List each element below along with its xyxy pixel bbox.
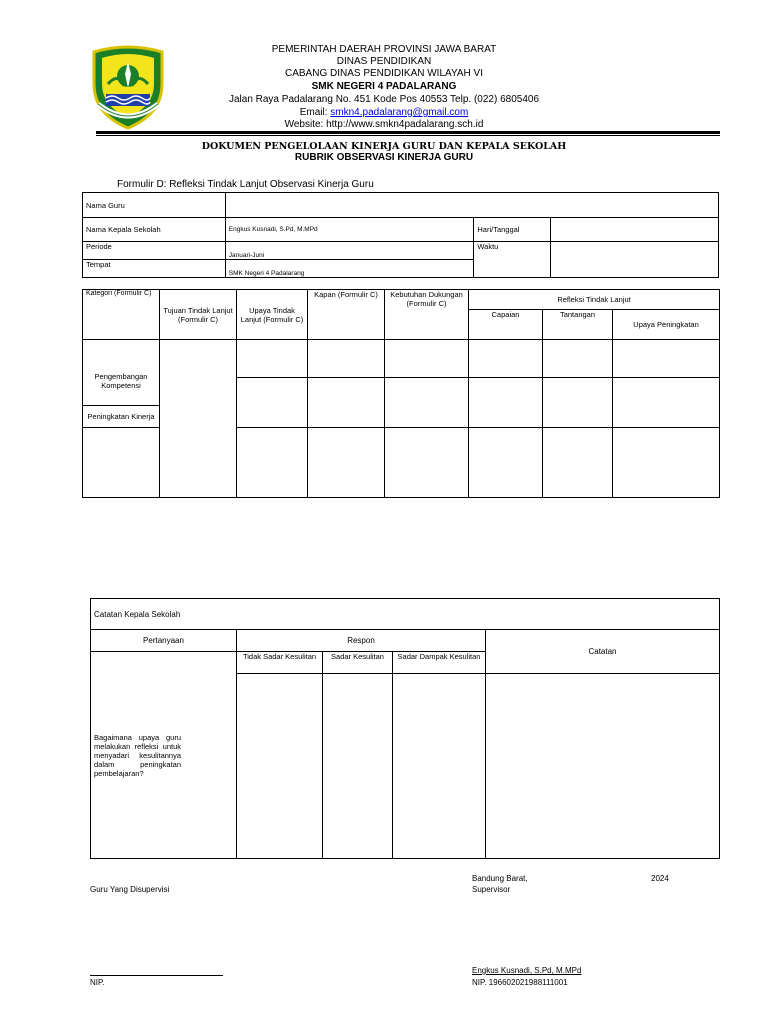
nama-guru-field[interactable]: [225, 193, 718, 218]
info-table: [82, 192, 719, 278]
supervisor-nip: NIP. 196602021988111001: [472, 978, 568, 987]
header-address: Jalan Raya Padalarang No. 451 Kode Pos 40553 Telp. (022) 6805406: [228, 94, 540, 105]
header-website[interactable]: Website: http://www.smkn4padalarang.sch.id: [284, 119, 484, 130]
col-refleksi: Refleksi Tindak Lanjut: [469, 290, 720, 310]
reflection-cell[interactable]: [237, 378, 308, 428]
col-tujuan: Tujuan Tindak Lanjut (Formulir C): [160, 290, 237, 340]
col-respon: Respon: [237, 630, 486, 652]
notes-title: Catatan Kepala Sekolah: [91, 599, 720, 630]
kepala-sekolah-label: Nama Kepala Sekolah: [83, 218, 226, 242]
col-sadar-dampak: Sadar Dampak Kesulitan: [393, 652, 486, 674]
col-pertanyaan: Pertanyaan: [91, 630, 237, 652]
reflection-cell[interactable]: [237, 428, 308, 498]
row-pengembangan-kompetensi: [83, 371, 160, 428]
col-tantangan: Tantangan: [543, 310, 613, 340]
col-upaya-peningkatan: Upaya Peningkatan: [613, 310, 720, 340]
header-branch: CABANG DINAS PENDIDIKAN WILAYAH VI: [284, 68, 483, 79]
hari-tanggal-label: Hari/Tanggal: [474, 218, 551, 242]
kategori-empty: [83, 428, 160, 498]
signature-year: 2024: [651, 874, 669, 883]
guru-nip: NIP.: [90, 978, 105, 987]
reflection-cell[interactable]: [237, 340, 308, 378]
guru-label: Guru Yang Disupervisi: [90, 885, 170, 894]
document-title: DOKUMEN PENGELOLAAN KINERJA GURU DAN KEPALA SEKOLAH: [201, 141, 567, 152]
notes-question: Bagaimana upaya guru melakukan refleksi untuk menyadari kesulitannya dalam peningkatan pembelajaran?: [91, 652, 237, 859]
reflection-cell[interactable]: [308, 340, 385, 378]
reflection-cell[interactable]: [469, 378, 543, 428]
header-government: PEMERINTAH DAERAH PROVINSI JAWA BARAT: [271, 44, 497, 55]
catatan-cell[interactable]: [486, 674, 720, 859]
col-sadar: Sadar Kesulitan: [323, 652, 393, 674]
document-subtitle: RUBRIK OBSERVASI KINERJA GURU: [294, 152, 474, 163]
col-kapan: Kapan (Formulir C): [308, 290, 385, 340]
email-label: Email:: [299, 107, 331, 118]
col-upaya: Upaya Tindak Lanjut (Formulir C): [237, 290, 308, 340]
kepala-sekolah-value[interactable]: Engkus Kusnadi, S.Pd, M.MPd: [225, 218, 474, 242]
reflection-cell[interactable]: [385, 340, 469, 378]
reflection-table: [82, 289, 720, 498]
tujuan-cell[interactable]: [160, 340, 237, 498]
col-tidak-sadar: Tidak Sadar Kesulitan: [237, 652, 323, 674]
reflection-cell[interactable]: [469, 340, 543, 378]
reflection-cell[interactable]: [385, 378, 469, 428]
col-kebutuhan: Kebutuhan Dukungan (Formulir C): [385, 290, 469, 340]
row-pengembangan-label: Pengembangan Kompetensi: [94, 371, 148, 390]
guru-signature-line: [90, 975, 223, 976]
reflection-cell[interactable]: [543, 428, 613, 498]
reflection-cell[interactable]: [385, 428, 469, 498]
periode-value[interactable]: Januari-Juni: [225, 242, 474, 260]
form-label: Formulir D: Refleksi Tindak Lanjut Observasi Kinerja Guru: [117, 179, 374, 190]
col-catatan: Catatan: [486, 630, 720, 674]
signature-place: Bandung Barat,: [472, 874, 528, 883]
waktu-label: Waktu: [474, 242, 551, 278]
supervisor-name: Engkus Kusnadi, S.Pd, M.MPd: [472, 966, 582, 975]
response-tidak-sadar-cell[interactable]: [237, 674, 323, 859]
reflection-cell[interactable]: [308, 428, 385, 498]
supervisor-label: Supervisor: [472, 885, 511, 894]
header-school-name: SMK NEGERI 4 PADALARANG: [311, 81, 457, 92]
col-kategori: Kategori (Formulir C): [83, 290, 160, 340]
header-divider-thick: [96, 131, 720, 134]
header-divider-thin: [96, 135, 720, 136]
reflection-cell[interactable]: [613, 340, 720, 378]
reflection-cell[interactable]: [469, 428, 543, 498]
hari-tanggal-field[interactable]: [551, 218, 719, 242]
row-peningkatan-label: Peningkatan Kinerja: [83, 405, 159, 421]
tempat-value[interactable]: SMK Negeri 4 Padalarang: [225, 260, 474, 278]
periode-label: Periode: [83, 242, 226, 260]
tempat-label: Tempat: [83, 260, 226, 278]
header-department: DINAS PENDIDIKAN: [336, 56, 432, 67]
notes-table: [90, 598, 720, 859]
reflection-cell[interactable]: [613, 428, 720, 498]
col-capaian: Capaian: [469, 310, 543, 340]
waktu-field[interactable]: [551, 242, 719, 278]
reflection-cell[interactable]: [613, 378, 720, 428]
header-email-line: [0, 107, 768, 119]
reflection-cell[interactable]: [308, 378, 385, 428]
response-sadar-dampak-cell[interactable]: [393, 674, 486, 859]
reflection-cell[interactable]: [543, 340, 613, 378]
nama-guru-label: Nama Guru: [83, 193, 226, 218]
email-link[interactable]: smkn4.padalarang@gmail.com: [330, 107, 469, 118]
response-sadar-cell[interactable]: [323, 674, 393, 859]
reflection-cell[interactable]: [543, 378, 613, 428]
